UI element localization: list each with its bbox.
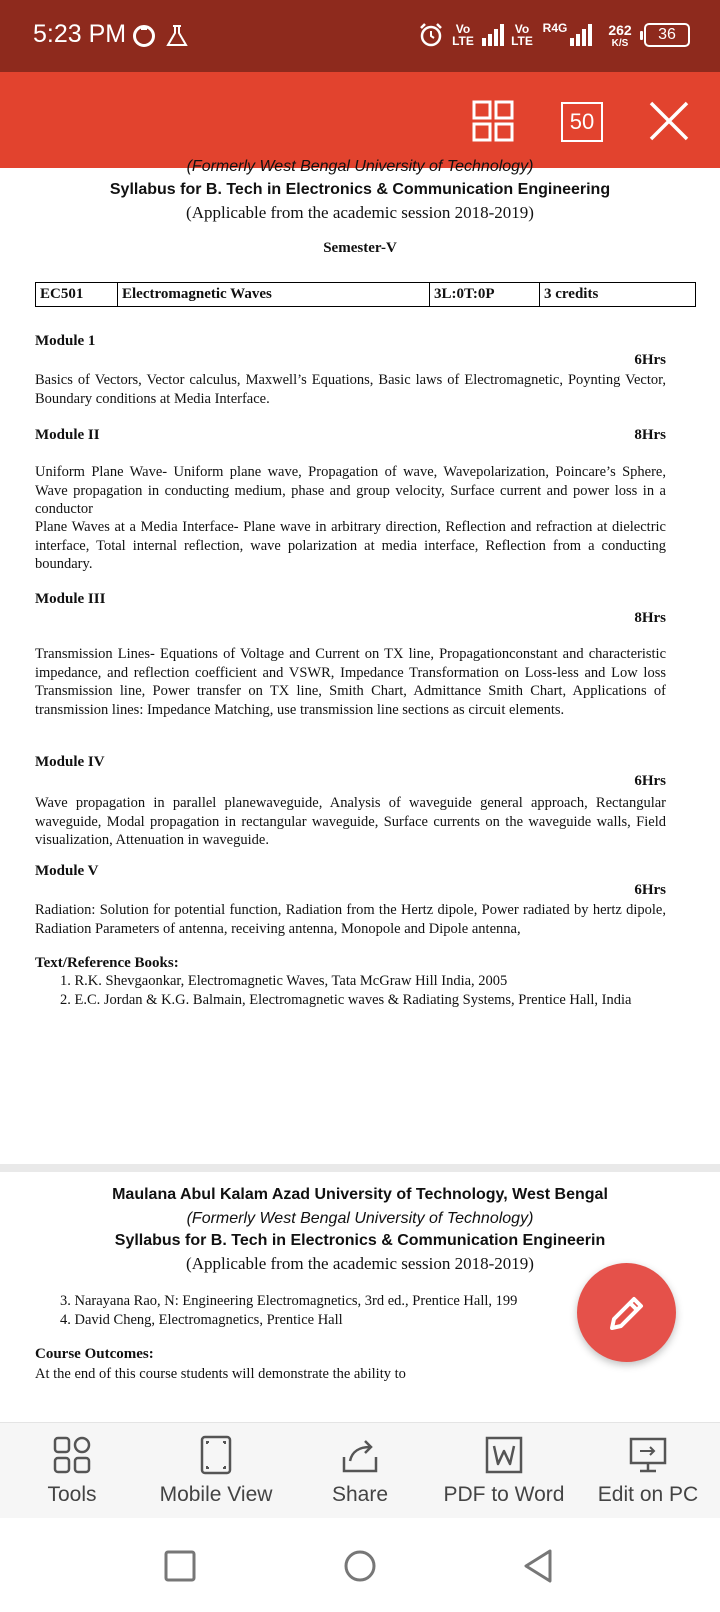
edit-on-pc-icon	[628, 1435, 668, 1475]
notification-icon	[132, 24, 156, 48]
list-item: 4. David Cheng, Electromagnetics, Prentice Hall	[60, 1311, 343, 1328]
module-hours: 8Hrs	[634, 610, 666, 626]
table-row	[36, 283, 696, 307]
books-list	[60, 972, 666, 1009]
header-formerly: (Formerly West Bengal University of Technology)	[186, 158, 534, 175]
course-code: EC501	[36, 283, 118, 307]
module-hours: 6Hrs	[634, 352, 666, 368]
page-separator	[0, 1164, 720, 1172]
system-navigation-bar	[0, 1518, 720, 1612]
outcomes-intro: At the end of this course students will demonstrate the ability to	[35, 1366, 406, 1382]
pdf-to-word-label: PDF to Word	[443, 1483, 565, 1506]
pencil-icon	[606, 1292, 648, 1334]
share-label: Share	[331, 1483, 389, 1506]
page-count-badge[interactable]: 50	[561, 102, 603, 142]
close-icon[interactable]	[648, 100, 690, 142]
module-hours: 6Hrs	[634, 882, 666, 898]
module-text: Transmission Lines- Equations of Voltage and Current on TX line, Propagationconstant and characteristic impedance, and reflection coefficient and VSWR, Impedance Transformation on Loss-less and Low loss Transmission line, Power transfer on TX line, Smith Chart, Admittance Smith Chart, Applications of transmission lines: Impedance Matching, use transmission line sections as circuit elements.	[35, 646, 666, 718]
module-title: Module III	[35, 591, 106, 607]
mobile-view-icon	[196, 1435, 236, 1475]
course-credits: 3 credits	[540, 283, 696, 307]
module-title: Module II	[35, 427, 100, 443]
share-button[interactable]	[288, 1423, 432, 1519]
net-speed-value: 262	[608, 22, 632, 38]
pdf-to-word-icon	[484, 1435, 524, 1475]
volte-label-1: Vo LTE	[452, 22, 474, 48]
list-item: 1. R.K. Shevgaonkar, Electromagnetic Waves, Tata McGraw Hill India, 2005	[60, 973, 508, 989]
tools-button[interactable]	[0, 1423, 144, 1519]
edit-fab-button[interactable]	[577, 1263, 676, 1362]
module-hours: 8Hrs	[634, 427, 666, 443]
recents-square-icon[interactable]	[162, 1548, 198, 1584]
tools-grid-icon	[52, 1435, 92, 1475]
module-text: Uniform Plane Wave- Uniform plane wave, Propagation of wave, Wavepolarization, Poincare’s Sphere, Wave propagation in conducting medium, phase and group velocity, Surface current and power loss in a conductor	[35, 464, 666, 517]
course-name: Electromagnetic Waves	[118, 283, 430, 307]
signal-icon-2	[570, 24, 594, 46]
network-type-label: R4G	[542, 21, 568, 35]
header-syllabus: Syllabus for B. Tech in Electronics & Communication Engineering	[109, 181, 611, 198]
header-university: Maulana Abul Kalam Azad University of Technology, West Bengal	[112, 1186, 608, 1203]
mobile-view-label: Mobile View	[159, 1483, 273, 1506]
module-text: Radiation: Solution for potential function, Radiation from the Hertz dipole, Power radiated by hertz dipole, Radiation Parameters of antenna, receiving antenna, Monopole and Dipole antenna,	[35, 902, 666, 937]
alarm-icon	[418, 22, 444, 48]
header-formerly: (Formerly West Bengal University of Technology)	[186, 1210, 534, 1227]
home-circle-icon[interactable]	[342, 1548, 378, 1584]
module-text: Basics of Vectors, Vector calculus, Maxwell’s Equations, Basic laws of Electromagnetic, Poynting Vector, Boundary conditions at Media Interface.	[35, 372, 666, 407]
flask-icon	[166, 24, 188, 48]
net-speed-unit: K/S	[611, 38, 629, 49]
module-text-2: Plane Waves at a Media Interface- Plane wave in arbitrary direction, Reflection and refraction at dielectric interface, Total internal reflection, wave polarization at media interface, Reflection from a conducting boundary.	[35, 519, 666, 572]
volte-label-2: Vo LTE	[511, 22, 533, 48]
status-time: 5:23 PM	[33, 20, 127, 48]
outcomes-heading: Course Outcomes:	[35, 1346, 154, 1362]
header-applicable: (Applicable from the academic session 2018-2019)	[186, 1254, 534, 1273]
mobile-view-button[interactable]	[144, 1423, 288, 1519]
module-text: Wave propagation in parallel planewaveguide, Analysis of waveguide general approach, Rectangular waveguide, Modal propagation in rectangular waveguide, Surface currents on the waveguide walls, Field visualization, Attenuation in waveguide.	[35, 795, 666, 848]
back-triangle-icon[interactable]	[520, 1548, 556, 1584]
books-list	[60, 1292, 666, 1329]
module-title: Module 1	[35, 333, 96, 349]
module-hours: 6Hrs	[634, 773, 666, 789]
header-applicable: (Applicable from the academic session 2018-2019)	[186, 203, 534, 222]
module-title: Module IV	[35, 754, 105, 770]
battery-indicator: 36	[644, 23, 690, 47]
list-item: 2. E.C. Jordan & K.G. Balmain, Electromagnetic waves & Radiating Systems, Prentice Hall, India	[60, 991, 632, 1008]
pdf-to-word-button[interactable]	[432, 1423, 576, 1519]
edit-on-pc-button[interactable]	[576, 1423, 720, 1519]
books-heading: Text/Reference Books:	[35, 955, 179, 971]
status-bar	[0, 0, 720, 72]
edit-on-pc-label: Edit on PC	[597, 1483, 699, 1506]
document-viewer[interactable]	[0, 158, 720, 1422]
semester-label: Semester-V	[323, 240, 397, 256]
grid-view-icon[interactable]	[472, 100, 514, 142]
bottom-tools-bar	[0, 1422, 720, 1518]
course-table	[35, 282, 696, 307]
pdf-page-1	[0, 158, 720, 1164]
signal-icon-1	[482, 24, 506, 46]
tools-label: Tools	[47, 1483, 97, 1506]
course-ltp: 3L:0T:0P	[430, 283, 540, 307]
header-syllabus: Syllabus for B. Tech in Electronics & Communication Engineerin	[114, 1232, 606, 1249]
share-icon	[340, 1435, 380, 1475]
document-toolbar	[0, 72, 720, 168]
list-item: 3. Narayana Rao, N: Engineering Electromagnetics, 3rd ed., Prentice Hall, 199	[60, 1293, 518, 1309]
module-title: Module V	[35, 863, 99, 879]
